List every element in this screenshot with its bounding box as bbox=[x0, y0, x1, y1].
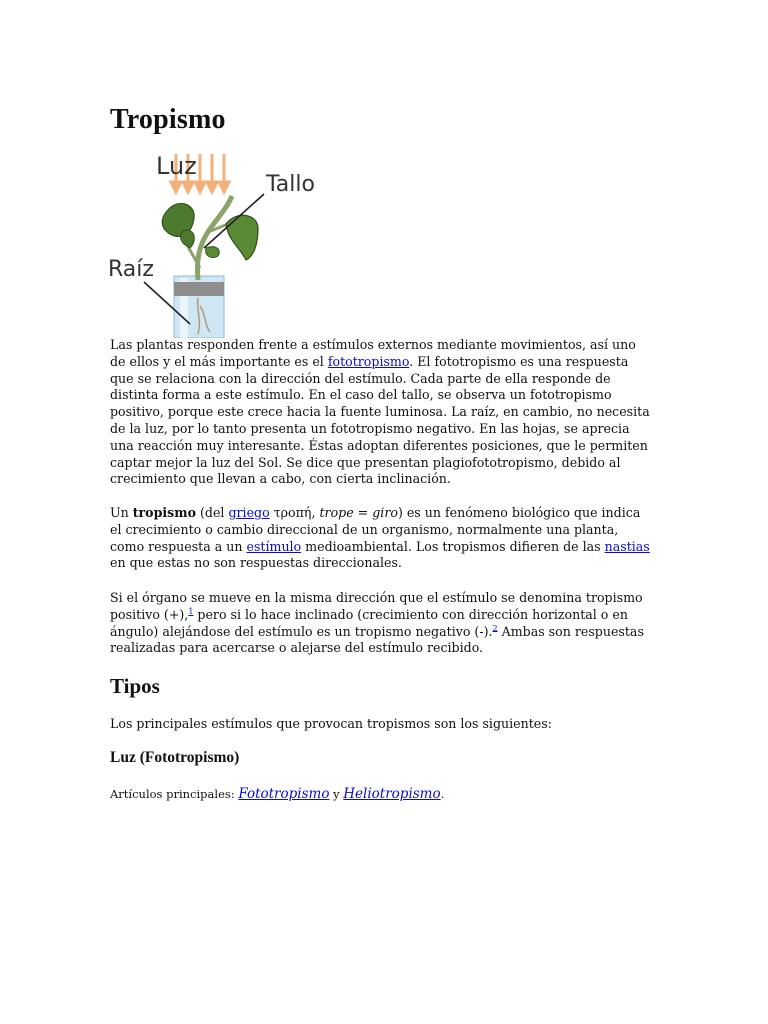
ref-1-link[interactable]: 1 bbox=[188, 606, 194, 616]
paragraph-positive-negative: Si el órgano se mueve en la misma dirección que el estímulo se denomina tropismo positivo (+),$^1$ pero si lo hace inclinado (crecimiento con dirección horizontal o en ángulo) alejándose del estímulo es un tropismo negativo (-).$^2$ Ambas son respuestas realizadas para acercarse o alejarse del estímulo recibido. bbox=[110, 590, 644, 656]
plant-phototropism-figure bbox=[108, 148, 348, 338]
paragraph-tipos: Los principales estímulos que provocan tropismos son los siguientes: bbox=[110, 716, 552, 731]
link-fototropismo-article[interactable]: Fototropismo bbox=[238, 786, 330, 802]
link-griego[interactable]: griego bbox=[228, 505, 270, 520]
label-raiz: Raíz bbox=[108, 257, 154, 282]
link-fototropismo[interactable]: fototropismo bbox=[327, 353, 410, 369]
link-estimulo[interactable]: estímulo bbox=[246, 538, 302, 554]
paragraph-definition: Un tropismo (del griego τροπή, trope = giro) es un fenómeno biológico que indica el crecimiento o cambio direccional de un organismo, normalmente una planta, como respuesta a un estímulo medioambiental. Los tropismos difieren de las nastias en que estas no son respuestas direccionales. bbox=[110, 505, 650, 571]
label-tallo: Tallo bbox=[266, 172, 315, 197]
heading-luz-fototropismo: Luz (Fototropismo) bbox=[110, 749, 240, 766]
link-heliotropismo-article[interactable]: Heliotropismo bbox=[343, 786, 441, 802]
ref-2-link[interactable]: 2 bbox=[492, 623, 498, 633]
link-nastias[interactable]: nastias bbox=[604, 538, 650, 554]
page-title: Tropismo bbox=[110, 104, 226, 135]
paragraph-fototropismo: Las plantas responden frente a estímulos externos mediante movimientos, así uno de ellos y el más importante es el fototropismo. El fototropismo es una respuesta que se relaciona con la dirección del estímulo. Cada parte de ella responde de distinta forma a este estímulo. En el caso del tallo, se observa un fototropismo positivo, porque este crece hacia la fuente luminosa. La raíz, en cambio, no necesita de la luz, por lo tanto presenta un fototropismo negativo. En las hojas, se aprecia una reacción muy interesante. Éstas adoptan diferentes posiciones, que le permiten captar mejor la luz del Sol. Se dice que presentan plagiofototropismo, debido al crecimiento que llevan a cabo, con cierta inclinación. bbox=[110, 337, 650, 487]
main-articles-note: Artículos principales: Fototropismo y Heliotropismo. bbox=[110, 786, 445, 802]
label-luz: Luz bbox=[156, 152, 197, 180]
heading-tipos: Tipos bbox=[110, 674, 160, 698]
